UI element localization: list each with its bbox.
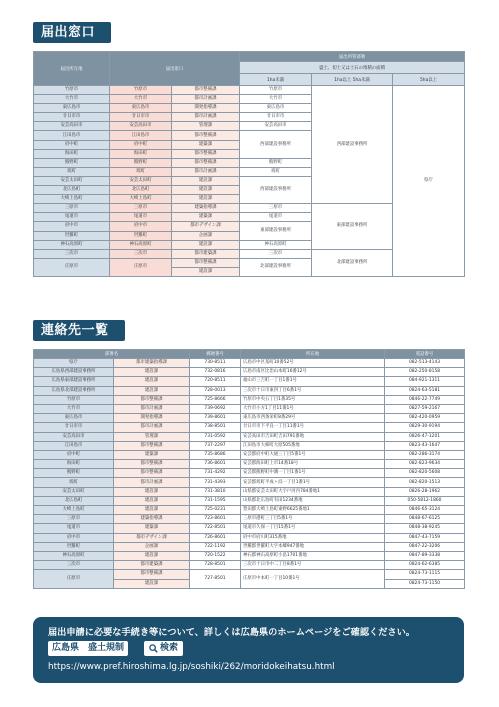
contact-section: 企画課 — [114, 542, 190, 551]
contact-zip: 735-8686 — [190, 450, 241, 459]
contact-address: 世羅郡世羅町大字本郷947番地 — [241, 542, 385, 551]
table-row — [34, 460, 465, 469]
table-row — [34, 506, 465, 515]
contact-section: 建設課 — [114, 551, 190, 560]
window-office: 三原市 — [110, 204, 172, 213]
window-city: 大崎上島町 — [34, 195, 110, 204]
window-city: 府中市 — [34, 222, 110, 231]
window-dept: 都市計画課 — [172, 95, 240, 104]
contact-tel: 0826-47-1201 — [385, 432, 465, 441]
contact-section: 都市整備課 — [114, 469, 190, 478]
window-office: 世羅町 — [110, 231, 172, 240]
under-1ha-office: 竹原市 — [240, 86, 312, 95]
window-city: 江田島市 — [34, 131, 110, 140]
under-1ha-office: 大竹市 — [240, 95, 312, 104]
window-dept: 建設課 — [172, 176, 240, 185]
header-zip: 郵便番号 — [190, 350, 241, 359]
header-under-1ha: 1ha未満 — [240, 74, 312, 86]
contact-dept-name: 庄原市 — [34, 570, 114, 588]
window-dept: 都市建築課 — [172, 249, 240, 258]
table-row — [34, 561, 465, 570]
contact-zip: 737-2297 — [190, 441, 241, 450]
contact-tel: 0824-62-6385 — [385, 561, 465, 570]
window-dept: 都市整備課 — [172, 258, 240, 267]
north-small-office: 北部建設事務所 — [240, 258, 312, 276]
window-office: 三次市 — [110, 249, 172, 258]
window-office: 神石高原町 — [110, 240, 172, 249]
window-dept: 都市計画課 — [172, 113, 240, 122]
homepage-url[interactable]: https://www.pref.hiroshima.lg.jp/soshiki/262/moridokeihatsu.html — [48, 662, 335, 672]
contact-section: 建築課 — [114, 524, 190, 533]
contact-dept-name: 世羅町 — [34, 542, 114, 551]
contact-tel: 0848-67-6125 — [385, 515, 465, 524]
window-city: 尾道市 — [34, 213, 110, 222]
contact-dept-name: 県庁 — [34, 359, 114, 368]
table-row — [34, 570, 465, 579]
contact-tel: 084-921-1311 — [385, 377, 465, 386]
contact-address: 三次市十日市東四丁目6番1号 — [241, 386, 385, 395]
contact-tel: 0847-22-3206 — [385, 542, 465, 551]
contact-tel: 0827-59-2167 — [385, 404, 465, 413]
table-row — [34, 441, 465, 450]
contact-zip: 723-8601 — [190, 515, 241, 524]
contact-zip: 731-1595 — [190, 496, 241, 505]
west-small-office-2: 西部建設事務所 — [240, 176, 312, 203]
window-dept: 建設課 — [172, 195, 240, 204]
contact-address: 尾道市久保一丁目15番1号 — [241, 524, 385, 533]
table-row — [34, 377, 465, 386]
contact-tel: 0829-30-9194 — [385, 423, 465, 432]
contact-dept-name: 広島県西部建設事務所 — [34, 368, 114, 377]
window-dept: 開発指導課 — [172, 104, 240, 113]
window-city: 廿日市市 — [34, 113, 110, 122]
contact-zip: 722-8501 — [190, 524, 241, 533]
contact-dept-name: 竹原市 — [34, 395, 114, 404]
contact-section: 都市デザイン課 — [114, 533, 190, 542]
contact-section: 建設課 — [114, 506, 190, 515]
window-office: 熊野町 — [110, 158, 172, 167]
header-1-5ha: 1ha以上 5ha未満 — [312, 74, 393, 86]
window-office: 東広島市 — [110, 104, 172, 113]
contact-section: 建築課 — [114, 450, 190, 459]
contact-dept-name: 安芸高田市 — [34, 432, 114, 441]
window-office: 江田島市 — [110, 131, 172, 140]
window-city: 庄原市 — [34, 258, 110, 276]
contact-address: 安芸郡坂町平成ヶ浜一丁目1番1号 — [241, 478, 385, 487]
window-city: 海田町 — [34, 149, 110, 158]
contact-dept-name: 海田町 — [34, 460, 114, 469]
search-button-label: 検索 — [160, 643, 179, 653]
contact-tel: 082-820-5608 — [385, 469, 465, 478]
contact-dept-name: 江田島市 — [34, 441, 114, 450]
table-row — [34, 414, 465, 423]
search-icon — [149, 644, 158, 653]
window-city: 三次市 — [34, 249, 110, 258]
window-city: 三原市 — [34, 204, 110, 213]
table-row — [34, 404, 465, 413]
contact-dept-name: 三原市 — [34, 515, 114, 524]
contact-address: 江田島市大柿町大原505番地 — [241, 441, 385, 450]
window-dept: 都市デザイン課 — [172, 222, 240, 231]
contact-dept-name: 広島県東部建設事務所 — [34, 377, 114, 386]
under-1ha-office: 三原市 — [240, 204, 312, 213]
contact-dept-name: 尾道市 — [34, 524, 114, 533]
contact-tel: 082-823-9634 — [385, 460, 465, 469]
contact-section: 建築指導課 — [114, 515, 190, 524]
contact-zip: 731-4292 — [190, 469, 241, 478]
window-city: 大竹市 — [34, 95, 110, 104]
contact-zip: 728-8501 — [190, 561, 241, 570]
contact-address: 安芸高田市吉田町吉田791番地 — [241, 432, 385, 441]
north-mid-office: 北部建設事務所 — [312, 249, 393, 276]
contact-section: 開発指導課 — [114, 414, 190, 423]
contact-zip: 731-4393 — [190, 478, 241, 487]
window-office: 尾道市 — [110, 213, 172, 222]
table-row — [34, 551, 465, 560]
contact-dept-name: 神石高原町 — [34, 551, 114, 560]
contact-tel: 082-513-4143 — [385, 359, 465, 368]
contact-section: 都市建築課 — [114, 561, 190, 570]
contact-tel: 0824-73-1115 — [385, 570, 465, 579]
contact-tel: 0826-28-1962 — [385, 487, 465, 496]
contact-tel: 082-286-3174 — [385, 450, 465, 459]
window-city: 竹原市 — [34, 86, 110, 95]
east-small-office: 東部建設事務所 — [240, 222, 312, 240]
window-dept: 都市計画課 — [172, 167, 240, 176]
contact-zip: 727-8501 — [190, 570, 241, 588]
contact-address: 広島市南区比治山本町16番12号 — [241, 368, 385, 377]
window-dept: 都市整備課 — [172, 158, 240, 167]
window-office: 安芸太田町 — [110, 176, 172, 185]
contact-section: 都市整備課 — [114, 460, 190, 469]
section-title-contacts: 連絡先一覧 — [33, 320, 125, 341]
contact-dept-name: 大崎上島町 — [34, 506, 114, 515]
contact-zip: 730-8511 — [190, 359, 241, 368]
contact-zip: 725-0231 — [190, 506, 241, 515]
window-office: 大竹市 — [110, 95, 172, 104]
contact-zip: 726-8601 — [190, 533, 241, 542]
table-row — [34, 359, 465, 368]
contact-section: 建設課 — [114, 579, 190, 588]
contact-address: 広島市中区基町10番52号 — [241, 359, 385, 368]
contact-dept-name: 三次市 — [34, 561, 114, 570]
under-1ha-office: 神石高原町 — [240, 240, 312, 249]
under-1ha-office: 三次市 — [240, 249, 312, 258]
window-city: 東広島市 — [34, 104, 110, 113]
contact-section: 都市計画課 — [114, 478, 190, 487]
header-address: 所在地 — [241, 350, 385, 359]
contact-zip: 720-8511 — [190, 377, 241, 386]
window-office: 北広島町 — [110, 186, 172, 195]
contact-tel: 0823-43-1647 — [385, 441, 465, 450]
window-dept: 建築課 — [172, 213, 240, 222]
table-row — [34, 386, 465, 395]
contact-address: 竹原市中央五丁目1番35号 — [241, 395, 385, 404]
contact-tel: 0846-22-7749 — [385, 395, 465, 404]
contact-section: 都市整備課 — [114, 441, 190, 450]
contact-dept-name: 府中市 — [34, 533, 114, 542]
section-title-windows: 届出窓口 — [33, 22, 111, 43]
contact-zip: 731-0592 — [190, 432, 241, 441]
window-city: 安芸高田市 — [34, 122, 110, 131]
window-office: 廿日市市 — [110, 113, 172, 122]
window-office: 安芸高田市 — [110, 122, 172, 131]
contact-address: 豊田郡大崎上島町東野6625番地1 — [241, 506, 385, 515]
header-window: 届出窓口 — [110, 52, 240, 86]
contact-address: 大竹市小方1丁目11番1号 — [241, 404, 385, 413]
contact-dept-name: 安芸太田町 — [34, 487, 114, 496]
contact-dept-name: 廿日市市 — [34, 423, 114, 432]
header-tel: 電話番号 — [385, 350, 465, 359]
window-office: 府中町 — [110, 140, 172, 149]
contact-dept-name: 熊野町 — [34, 469, 114, 478]
contact-section: 都市計画課 — [114, 423, 190, 432]
contact-address: 福山市三吉町一丁目1番1号 — [241, 377, 385, 386]
contact-zip: 736-8601 — [190, 460, 241, 469]
contact-tel: 0848-38-9245 — [385, 524, 465, 533]
header-location: 届出所在地 — [34, 52, 110, 86]
window-city: 坂町 — [34, 167, 110, 176]
under-1ha-office: 安芸高田市 — [240, 122, 312, 131]
search-keyword[interactable]: 広島県 盛土規制 — [48, 641, 128, 656]
window-office: 坂町 — [110, 167, 172, 176]
windows-table — [33, 51, 465, 277]
table-row — [34, 496, 465, 505]
window-office: 府中市 — [110, 222, 172, 231]
contact-tel: 0824-63-5181 — [385, 386, 465, 395]
header-area: 盛土、切土又は土石の堆積の面積 — [240, 62, 465, 74]
contact-section: 管理課 — [114, 432, 190, 441]
window-city: 安芸太田町 — [34, 176, 110, 185]
window-dept: 都市整備課 — [172, 86, 240, 95]
header-over-5ha: 5ha以上 — [393, 74, 465, 86]
window-dept: 企画課 — [172, 231, 240, 240]
contact-tel: 082-820-1513 — [385, 478, 465, 487]
window-city: 府中町 — [34, 140, 110, 149]
contact-tel: 0847-89-3338 — [385, 551, 465, 560]
contact-address: 庄原市中本町一丁目10番1号 — [241, 570, 385, 588]
window-city: 世羅町 — [34, 231, 110, 240]
contact-tel: 082-250-8158 — [385, 368, 465, 377]
contact-address: 安芸郡府中町大通三丁目5番1号 — [241, 450, 385, 459]
table-row — [34, 524, 465, 533]
contact-zip: 738-8501 — [190, 423, 241, 432]
window-dept: 建設課 — [172, 240, 240, 249]
contact-zip: 725-8666 — [190, 395, 241, 404]
contact-zip: 728-0013 — [190, 386, 241, 395]
contact-zip: 722-1192 — [190, 542, 241, 551]
contact-section: 都市整備課 — [114, 395, 190, 404]
contact-zip: 739-0692 — [190, 404, 241, 413]
contact-zip: 739-8601 — [190, 414, 241, 423]
contact-section: 都市計画課 — [114, 404, 190, 413]
contact-section: 都市建築指導課 — [114, 359, 190, 368]
contact-section: 建設課 — [114, 487, 190, 496]
table-row — [34, 542, 465, 551]
contact-dept-name: 東広島市 — [34, 414, 114, 423]
contact-dept-name: 広島県北部建設事務所 — [34, 386, 114, 395]
search-button[interactable] — [144, 641, 183, 656]
contact-dept-name: 坂町 — [34, 478, 114, 487]
table-row — [34, 368, 465, 377]
contact-address: 三次市十日市中二丁目8番1号 — [241, 561, 385, 570]
window-office: 海田町 — [110, 149, 172, 158]
east-mid-office: 東部建設事務所 — [312, 204, 393, 249]
notice-message: 届出申請に必要な手続き等について、詳しくは広島県のホームページをご確認ください。 — [48, 627, 415, 638]
contact-address: 神石郡神石高原町小畠1701番地 — [241, 551, 385, 560]
contact-tel: 0846-65-3124 — [385, 506, 465, 515]
contact-address: 三原市港町三丁目5番1号 — [241, 515, 385, 524]
contact-address: 府中市府川町315番地 — [241, 533, 385, 542]
contact-dept-name: 府中町 — [34, 450, 114, 459]
window-office: 庄原市 — [110, 258, 172, 276]
contact-address: 廿日市市下平良一丁目11番1号 — [241, 423, 385, 432]
window-city: 熊野町 — [34, 158, 110, 167]
table-row — [34, 450, 465, 459]
contact-zip: 732-0816 — [190, 368, 241, 377]
header-dept-name: 部署名 — [34, 350, 190, 359]
contact-address: 山県郡北広島町有田1234番地 — [241, 496, 385, 505]
header-dept-group: 届出所管部署 — [240, 52, 465, 62]
contact-section: 建設課 — [114, 377, 190, 386]
table-row — [34, 469, 465, 478]
window-office: 竹原市 — [110, 86, 172, 95]
west-mid-office: 西部建設事務所 — [312, 86, 393, 204]
contact-section: 都市整備課 — [114, 570, 190, 579]
contact-section: 建設課 — [114, 386, 190, 395]
contact-zip: 731-3810 — [190, 487, 241, 496]
table-row — [34, 533, 465, 542]
table-row — [34, 432, 465, 441]
window-dept: 建設課 — [172, 186, 240, 195]
contact-address: 安芸郡海田町上市14番18号 — [241, 460, 385, 469]
window-dept: 都市整備課 — [172, 149, 240, 158]
contact-zip: 720-1522 — [190, 551, 241, 560]
under-1ha-office: 尾道市 — [240, 213, 312, 222]
under-1ha-office: 東広島市 — [240, 104, 312, 113]
under-1ha-office: 坂町 — [240, 167, 312, 176]
contact-dept-name: 北広島町 — [34, 496, 114, 505]
window-city: 神石高原町 — [34, 240, 110, 249]
table-row — [34, 515, 465, 524]
window-dept: 建築課 — [172, 140, 240, 149]
window-dept: 建設課 — [172, 267, 240, 276]
table-row — [34, 423, 465, 432]
window-dept: 管理課 — [172, 122, 240, 131]
contact-tel: 0847-43-7159 — [385, 533, 465, 542]
contact-section: 建設課 — [114, 368, 190, 377]
prefecture-office: 県庁 — [393, 86, 465, 277]
contact-address: 山県郡安芸太田町大字戸河内784番地1 — [241, 487, 385, 496]
notice-banner — [33, 617, 464, 683]
west-small-office: 西部建設事務所 — [240, 131, 312, 158]
window-dept: 都市整備課 — [172, 131, 240, 140]
contact-address: 東広島市西条栄町8番29号 — [241, 414, 385, 423]
contact-address: 安芸郡熊野町中溝一丁目1番1号 — [241, 469, 385, 478]
window-office: 大崎上島町 — [110, 195, 172, 204]
table-row — [34, 478, 465, 487]
table-row — [34, 487, 465, 496]
contact-tel: 0824-73-1150 — [385, 579, 465, 588]
contact-dept-name: 大竹市 — [34, 404, 114, 413]
contact-tel: 050-5812-1860 — [385, 496, 465, 505]
table-row — [34, 395, 465, 404]
contact-tel: 082-420-0959 — [385, 414, 465, 423]
window-city: 北広島町 — [34, 186, 110, 195]
under-1ha-office: 熊野町 — [240, 158, 312, 167]
contacts-table — [33, 349, 465, 589]
window-dept: 建築指導課 — [172, 204, 240, 213]
contact-section: 建設課 — [114, 496, 190, 505]
under-1ha-office: 廿日市市 — [240, 113, 312, 122]
